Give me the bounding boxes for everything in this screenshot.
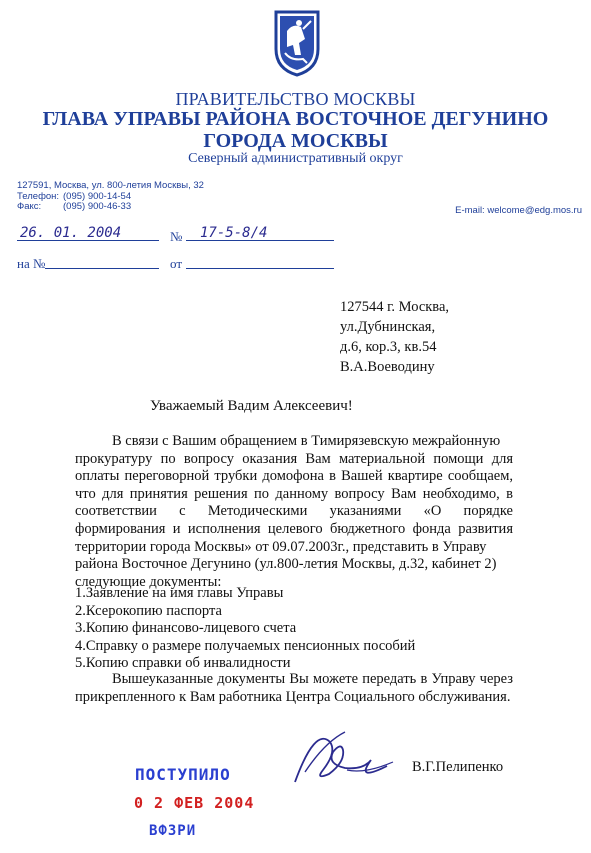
list-item: 5.Копию справки об инвалидности	[75, 655, 291, 672]
fax-number: (095) 900-46-33	[63, 201, 132, 212]
registration-number: 17-5-8/4	[200, 225, 268, 241]
received-stamp-code: ВФЗРИ	[149, 823, 197, 839]
phone-label: Телефон:	[17, 191, 60, 202]
body-line: формирования и исполнения целевого бюджетного фонда развития	[75, 520, 513, 537]
list-item: 4.Справку о размере получаемых пенсионных пособий	[75, 637, 416, 654]
body-line: территории города Москвы» от 09.07.2003г., представить в Управу	[75, 538, 487, 555]
letterhead-title-city: ГОРОДА МОСКВЫ	[203, 130, 388, 152]
registration-date: 26. 01. 2004	[20, 225, 122, 241]
body-line: что для принятия решения по данному вопросу Вам необходимо, в	[75, 485, 513, 502]
received-stamp-date: 0 2 ФЕВ 2004	[134, 794, 255, 812]
list-item: 2.Ксерокопию паспорта	[75, 602, 222, 619]
reference-label: на №	[17, 256, 46, 271]
email-address: E-mail: welcome@edg.mos.ru	[455, 205, 582, 216]
fax-label: Факс:	[17, 201, 42, 212]
closing-paragraph: Вышеуказанные документы Вы можете передать в Управу через прикрепленного к Вам работника Центра Социального обслуживания.	[75, 671, 513, 705]
number-underline	[186, 240, 334, 241]
moscow-coat-of-arms-icon	[273, 9, 321, 77]
body-line: прокуратуру по вопросу оказания Вам материальной помощи для	[75, 450, 513, 467]
letterhead-government: ПРАВИТЕЛЬСТВО МОСКВЫ	[175, 89, 416, 109]
letterhead-district: Северный административный округ	[188, 151, 403, 166]
handwritten-signature	[285, 722, 395, 792]
letterhead-title: ГЛАВА УПРАВЫ РАЙОНА ВОСТОЧНОЕ ДЕГУНИНО	[42, 108, 549, 130]
date-underline	[17, 240, 159, 241]
reference-underline	[45, 268, 159, 269]
number-sign-label: №	[170, 229, 183, 244]
list-item: 1.Заявление на имя главы Управы	[75, 585, 284, 601]
from-underline	[186, 268, 334, 269]
document-list	[75, 585, 515, 673]
from-label: от	[170, 256, 183, 271]
body-paragraph	[75, 433, 513, 591]
recipient-line: д.6, кор.3, кв.54	[340, 339, 437, 355]
greeting: Уважаемый Вадим Алексеевич!	[150, 398, 353, 414]
received-stamp-label: ПОСТУПИЛО	[135, 765, 231, 784]
sender-address: 127591, Москва, ул. 800-летия Москвы, 32	[17, 180, 204, 191]
body-line: следующие документы:	[75, 573, 222, 590]
list-item: 3.Копию финансово-лицевого счета	[75, 620, 297, 637]
body-line: оплаты переговорной трубки домофона в Вашей квартире сообщаем,	[75, 468, 513, 485]
phone-number: (095) 900-14-54	[63, 191, 132, 202]
body-line: В связи с Вашим обращением в Тимирязевскую межрайонную	[112, 433, 501, 449]
recipient-line: 127544 г. Москва,	[340, 299, 450, 315]
body-line: соответствии с Методическими указаниями «О порядке	[75, 503, 513, 520]
body-line: района Восточное Дегунино (ул.800-летия Москвы, д.32, кабинет 2)	[75, 556, 497, 573]
recipient-name: В.А.Воеводину	[340, 359, 435, 375]
signer-name: В.Г.Пелипенко	[412, 759, 504, 775]
recipient-line: ул.Дубнинская,	[340, 319, 436, 335]
